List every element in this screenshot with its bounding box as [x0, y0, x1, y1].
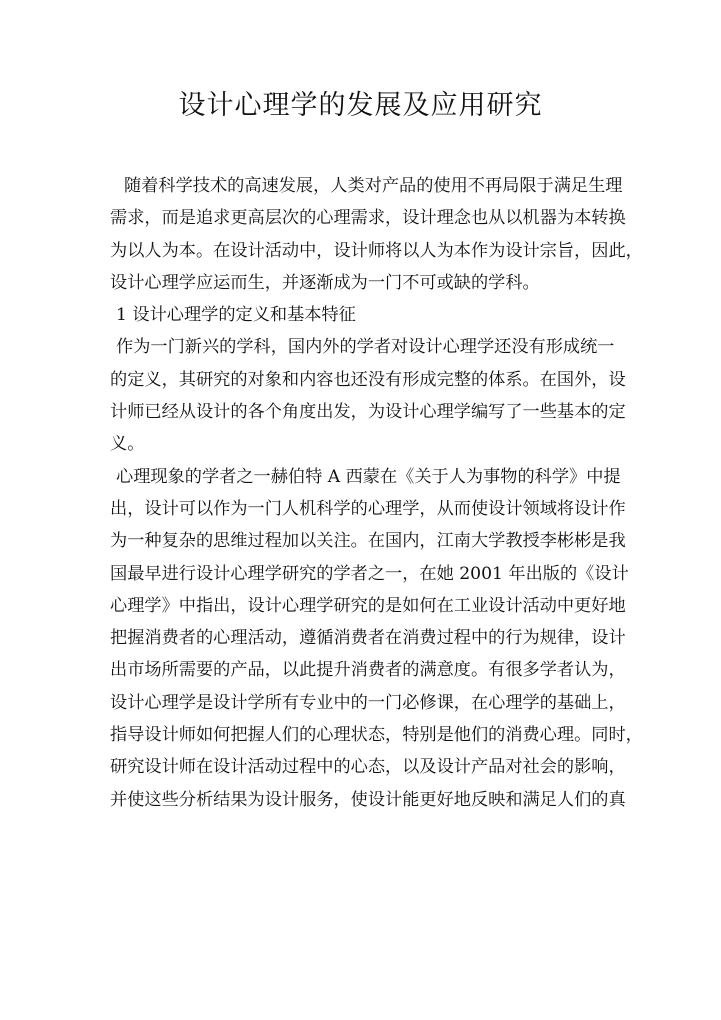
paragraph-3-line-5: 心理学》中指出，设计心理学研究的是如何在工业设计活动中更好地 — [110, 595, 626, 616]
paragraph-1-line-2: 需求，而是追求更高层次的心理需求，设计理念也从以机器为本转换 — [110, 208, 626, 229]
document-title: 设计心理学的发展及应用研究 — [178, 90, 543, 121]
paragraph-3-line-11: 并使这些分析结果为设计服务，使设计能更好地反映和满足人们的真 — [110, 789, 626, 810]
paragraph-2-line-4: 义。 — [110, 434, 145, 455]
section-heading-1: 1 设计心理学的定义和基本特征 — [116, 305, 356, 326]
paragraph-3-line-3: 为一种复杂的思维过程加以关注。在国内，江南大学教授李彬彬是我 — [110, 531, 626, 552]
paragraph-1-line-3: 为以人为本。在设计活动中，设计师将以人为本作为设计宗旨，因此， — [110, 240, 643, 261]
paragraph-3-line-4: 国最早进行设计心理学研究的学者之一，在她 2001 年出版的《设计 — [110, 563, 629, 584]
paragraph-1-line-4: 设计心理学应运而生，并逐渐成为一门不可或缺的学科。 — [110, 272, 540, 293]
paragraph-3-line-6: 把握消费者的心理活动，遵循消费者在消费过程中的行为规律，设计 — [110, 628, 626, 649]
paragraph-2-line-1: 作为一门新兴的学科，国内外的学者对设计心理学还没有形成统一 — [116, 337, 615, 358]
document-body — [110, 172, 643, 818]
paragraph-3-line-2: 出，设计可以作为一门人机科学的心理学，从而使设计领域将设计作 — [110, 498, 626, 519]
paragraph-1-line-1: 随着科学技术的高速发展，人类对产品的使用不再局限于满足生理 — [124, 176, 623, 196]
paragraph-3-line-9: 指导设计师如何把握人们的心理状态，特别是他们的消费心理。同时， — [110, 725, 643, 746]
paragraph-3-line-8: 设计心理学是设计学所有专业中的一门必修课，在心理学的基础上， — [110, 692, 626, 713]
paragraph-3-line-1: 心理现象的学者之一赫伯特 A 西蒙在《关于人为事物的科学》中提 — [116, 466, 621, 487]
paragraph-3-line-7: 出市场所需要的产品，以此提升消费者的满意度。有很多学者认为， — [110, 660, 626, 681]
paragraph-2-line-3: 计师已经从设计的各个角度出发，为设计心理学编写了一些基本的定 — [110, 402, 626, 423]
paragraph-3-line-10: 研究设计师在设计活动过程中的心态，以及设计产品对社会的影响， — [110, 757, 626, 778]
paragraph-2-line-2: 的定义，其研究的对象和内容也还没有形成完整的体系。在国外，设 — [110, 369, 626, 390]
